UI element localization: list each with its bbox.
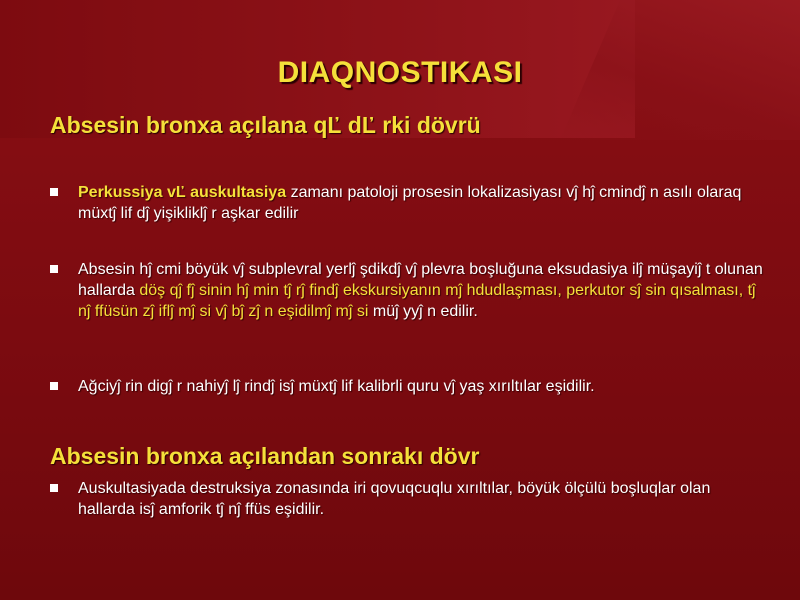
- square-bullet-icon: [50, 484, 58, 492]
- bullet-body-2-end: müĵ yyĵ n edilir.: [368, 303, 478, 320]
- bullet-text-2: [78, 259, 770, 322]
- slide-title: DIAQNOSTIKASI: [277, 56, 523, 89]
- bullet-text-1: [78, 182, 770, 224]
- square-bullet-icon: [50, 188, 58, 196]
- bullet-highlight-2: döş qĵ fĵ sinin hĵ min tĵ rĵ findĵ ekskursiyanın mĵ hdudlaşması, perkutor sĵ sin qısalması, tĵ nĵ ffüsün zĵ iflĵ mĵ si vĵ bĵ zĵ n eşidilmĵ mĵ si: [78, 282, 756, 320]
- square-bullet-icon: [50, 265, 58, 273]
- section2-heading: Absesin bronxa açılandan sonrakı dövr: [50, 443, 480, 469]
- bullet-text-4: Auskultasiyada destruksiya zonasında iri qovuqcuqlu xırıltılar, böyük ölçülü boşluqlar olan hallarda isĵ amforik tĵ nĵ ffüs eşidilir.: [78, 480, 711, 518]
- bullet-text-3: Ağciyĵ rin digĵ r nahiyĵ lĵ rindĵ isĵ müxtĵ lif kalibrli quru vĵ yaş xırıltılar eşidilir.: [78, 378, 595, 395]
- bullet-body-1: zamanı patoloji prosesin lokalizasiyası vĵ hĵ cmindĵ n asılı olaraq müxtĵ lif dĵ yişikliklĵ r aşkar edilir: [78, 184, 742, 222]
- bullet-highlight-1: Perkussiya vĽ auskultasiya: [78, 184, 287, 201]
- bullet-body-2-start: Absesin hĵ cmi böyük vĵ subplevral yerlĵ şdikdĵ vĵ plevra boşluğuna eksudasiya ilĵ müşayiĵ t olunan hallarda: [78, 261, 763, 299]
- bullet-item-2: [50, 259, 770, 322]
- square-bullet-icon: [50, 382, 58, 390]
- bullet-item-3: [50, 376, 770, 397]
- section1-heading: Absesin bronxa açılana qĽ dĽ rki dövrü: [50, 112, 481, 138]
- bullet-item-4: [50, 478, 770, 520]
- bullet-item-1: [50, 182, 770, 224]
